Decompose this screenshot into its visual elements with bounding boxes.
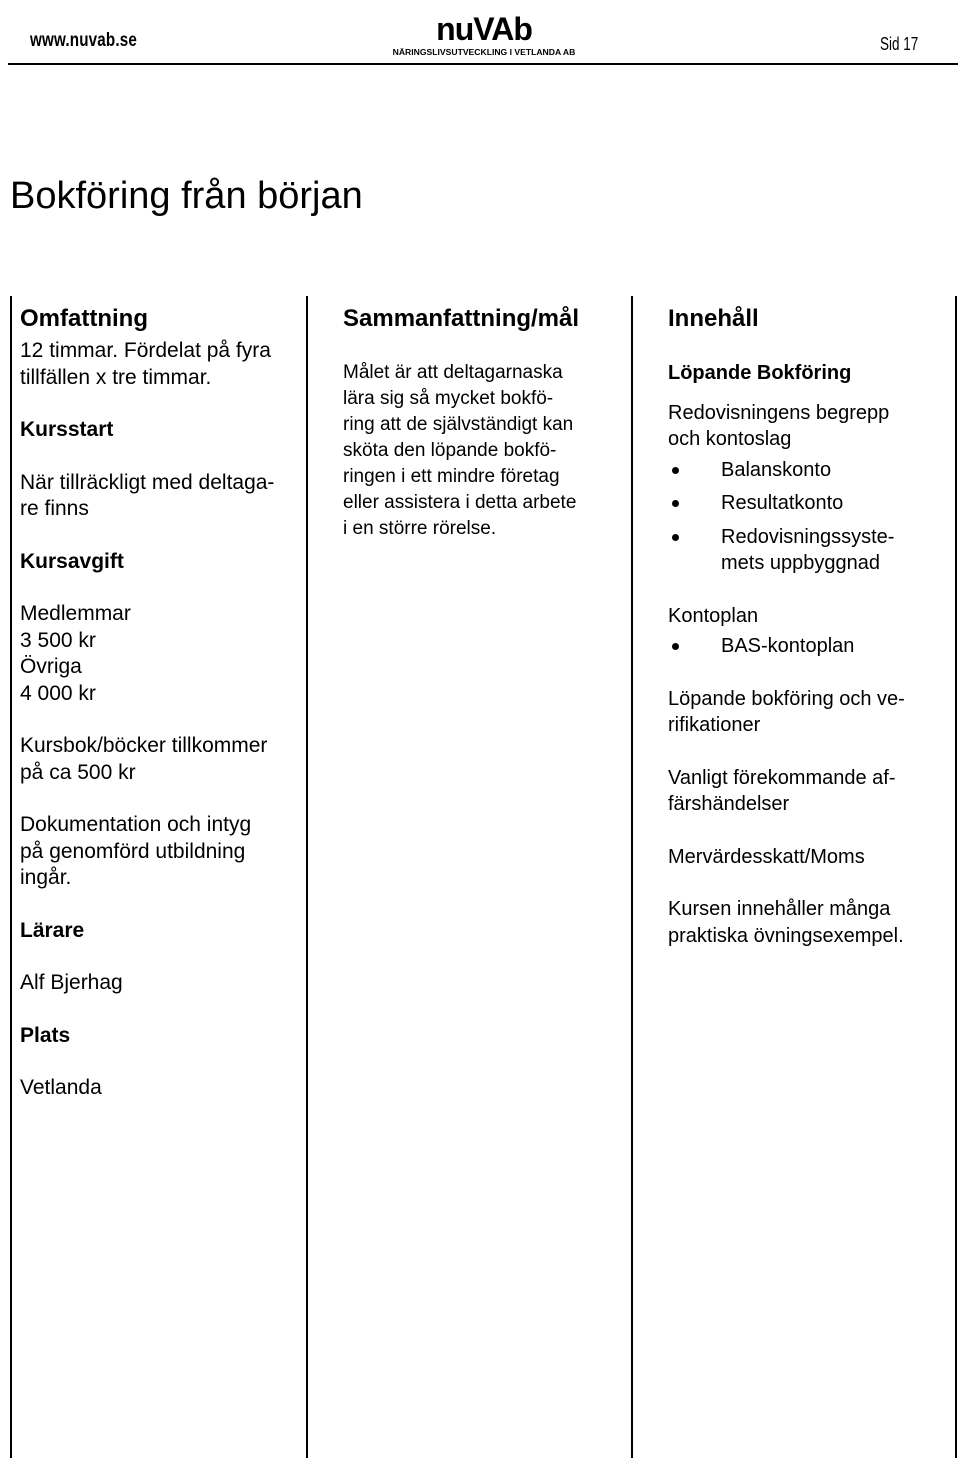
kursavgift-line: 4 000 kr bbox=[20, 681, 96, 705]
kursstart-line: re finns bbox=[20, 497, 89, 520]
omfattning-heading: Omfattning bbox=[20, 305, 148, 332]
kursavgift-line: 3 500 kr bbox=[20, 628, 96, 652]
kursbok-line: Kursbok/böcker tillkommer bbox=[20, 734, 268, 757]
course-facts-column bbox=[20, 300, 300, 1102]
kursavgift-line: Medlemmar bbox=[20, 602, 131, 625]
summary-line: i en större rörelse. bbox=[343, 518, 497, 539]
column-border-2 bbox=[631, 296, 633, 1458]
header-divider bbox=[8, 63, 958, 65]
lopande-line: Löpande bokföring och ve- bbox=[668, 687, 905, 710]
list-item: Redovisningssyste- mets uppbyggnad bbox=[668, 524, 950, 577]
site-url: www.nuvab.se bbox=[30, 30, 137, 51]
column-border-1 bbox=[306, 296, 308, 1458]
summary-line: ringen i ett mindre företag bbox=[343, 466, 560, 487]
larare-heading: Lärare bbox=[20, 918, 85, 942]
svg-text:NÄRINGSLIVSUTVECKLING I VETLAN: NÄRINGSLIVSUTVECKLING I VETLANDA AB bbox=[392, 47, 576, 57]
summary-line: ring att de självständigt kan bbox=[343, 414, 574, 435]
column-border-left bbox=[10, 296, 12, 1458]
kontoplan-label: Kontoplan bbox=[668, 604, 759, 627]
svg-text:nuVAb: nuVAb bbox=[436, 14, 532, 47]
page-number: Sid 17 bbox=[880, 34, 919, 54]
list-item: Resultatkonto bbox=[668, 490, 950, 517]
list-item: BAS-kontoplan bbox=[668, 633, 950, 660]
dokumentation-line: på genomförd utbildning bbox=[20, 839, 246, 863]
kursavgift-line: Övriga bbox=[20, 655, 82, 678]
dokumentation-line: Dokumentation och intyg bbox=[20, 813, 252, 836]
vanligt-line: färshändelser bbox=[668, 793, 790, 815]
summary-column bbox=[343, 300, 628, 542]
kontoplan-list bbox=[668, 633, 950, 660]
plats-heading: Plats bbox=[20, 1023, 71, 1047]
ovning-line: Kursen innehåller många bbox=[668, 898, 891, 920]
nuvab-logo bbox=[382, 14, 587, 60]
intro-line: Redovisningens begrepp bbox=[668, 401, 890, 424]
summary-line: eller assistera i detta arbete bbox=[343, 492, 577, 513]
moms-line: Mervärdesskatt/Moms bbox=[668, 845, 865, 868]
summary-line: sköta den löpande bokfö- bbox=[343, 440, 557, 461]
summary-line: lära sig så mycket bokfö- bbox=[343, 388, 554, 409]
page-title: Bokföring från början bbox=[10, 175, 363, 217]
content-heading: Innehåll bbox=[668, 305, 759, 332]
kursbok-line: på ca 500 kr bbox=[20, 760, 136, 784]
account-type-list bbox=[668, 457, 950, 577]
list-item: Balanskonto bbox=[668, 457, 950, 484]
summary-line: Målet är att deltagarnaska bbox=[343, 362, 563, 383]
vanligt-line: Vanligt förekommande af- bbox=[668, 766, 896, 789]
intro-line: och kontoslag bbox=[668, 428, 792, 450]
kursstart-heading: Kursstart bbox=[20, 418, 114, 441]
content-column bbox=[668, 300, 950, 949]
kursstart-line: När tillräckligt med deltaga- bbox=[20, 470, 275, 494]
plats-value: Vetlanda bbox=[20, 1076, 102, 1099]
omfattning-line: 12 timmar. Fördelat på fyra bbox=[20, 339, 271, 362]
lopande-bokforing-heading: Löpande Bokföring bbox=[668, 362, 852, 384]
omfattning-line: tillfällen x tre timmar. bbox=[20, 365, 212, 389]
dokumentation-line: ingår. bbox=[20, 866, 72, 889]
ovning-line: praktiska övningsexempel. bbox=[668, 924, 904, 947]
kursavgift-heading: Kursavgift bbox=[20, 549, 124, 573]
larare-name: Alf Bjerhag bbox=[20, 971, 123, 994]
column-border-right bbox=[955, 296, 957, 1458]
summary-heading: Sammanfattning/mål bbox=[343, 305, 580, 332]
lopande-line: rifikationer bbox=[668, 714, 761, 736]
